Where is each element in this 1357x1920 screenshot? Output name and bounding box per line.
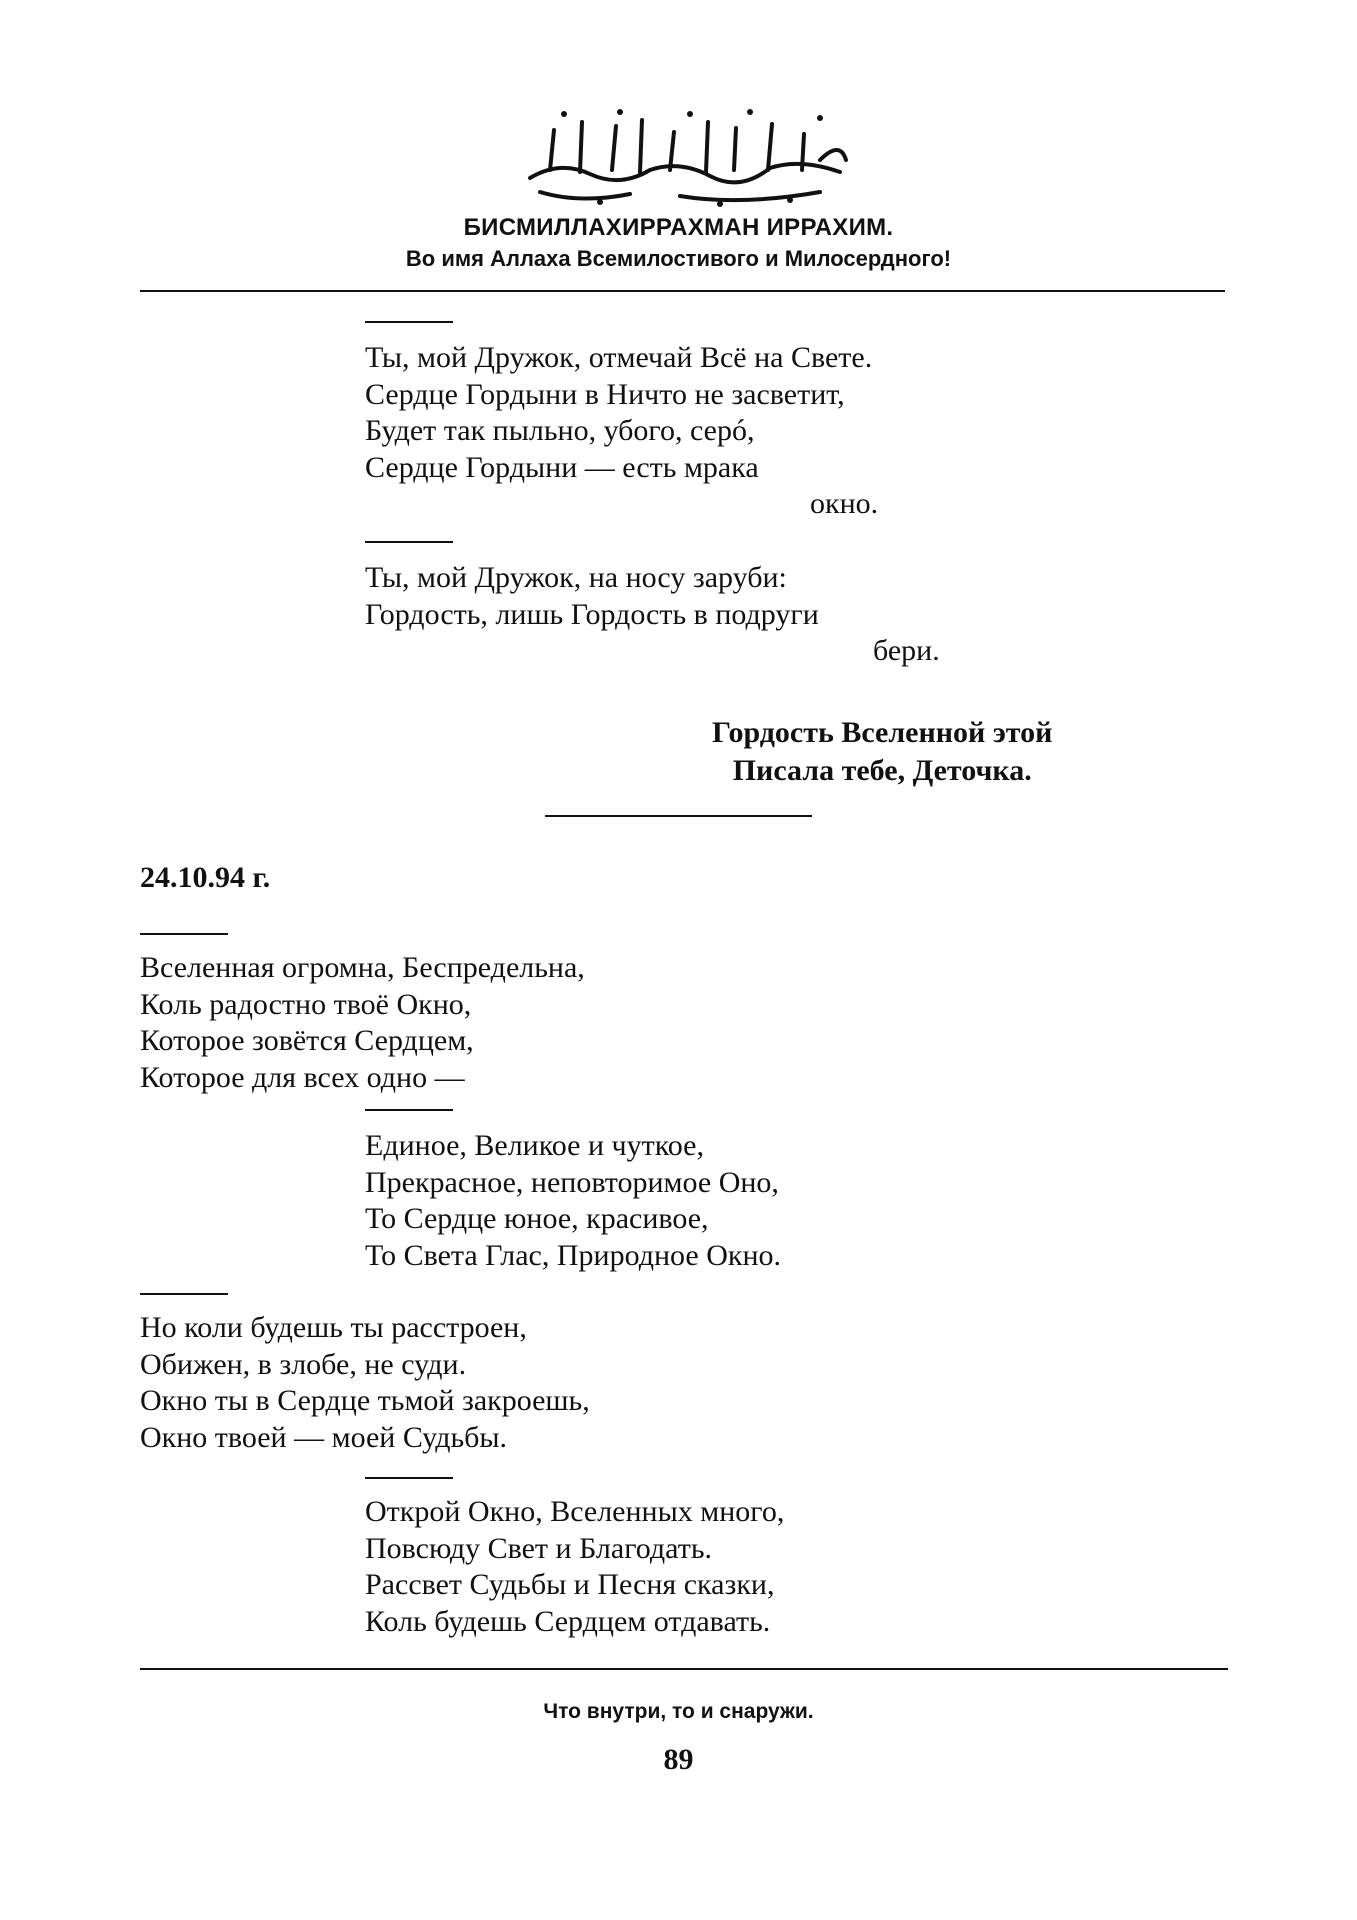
poem-line: Гордость, лишь Гордость в подруги bbox=[365, 597, 819, 631]
calligraphy-drawing bbox=[520, 100, 860, 210]
stanza-dash bbox=[365, 1477, 453, 1479]
poem-line: Прекрасное, неповторимое Оно, bbox=[365, 1165, 779, 1199]
poem-line: Которое для всех одно — bbox=[140, 1060, 465, 1094]
poem-line: Сердце Гордыни в Ничто не засветит, bbox=[365, 377, 845, 411]
header-bismillah-translation: Во имя Аллаха Всемилостивого и Милосердного! bbox=[405, 246, 952, 271]
footer-divider bbox=[140, 1668, 1228, 1670]
poem1-stanza1 bbox=[365, 340, 872, 486]
stanza-dash bbox=[365, 321, 453, 323]
stanza-dash bbox=[140, 933, 228, 935]
section-divider bbox=[545, 815, 812, 817]
poem-line: Будет так пыльно, убого, серó, bbox=[365, 414, 755, 447]
header-divider bbox=[140, 290, 1225, 292]
poem2-stanza4 bbox=[365, 1494, 784, 1640]
footer-motto: Что внутри, то и снаружи. bbox=[543, 1700, 814, 1723]
poem-line: Повсюду Свет и Благодать. bbox=[365, 1531, 713, 1565]
stanza-dash bbox=[365, 541, 453, 543]
poem1-signature bbox=[712, 714, 1052, 790]
poem-line: Открой Окно, Вселенных много, bbox=[365, 1495, 785, 1528]
poem-line: Которое зовётся Сердцем, bbox=[140, 1024, 474, 1057]
stanza-dash bbox=[140, 1293, 228, 1295]
poem-line: Ты, мой Дружок, на носу заруби: bbox=[365, 561, 787, 594]
poem-line: Ты, мой Дружок, отмечай Всё на Свете. bbox=[365, 341, 873, 374]
poem2-stanza2 bbox=[365, 1128, 781, 1274]
poem-line: Но коли будешь ты расстроен, bbox=[140, 1311, 527, 1344]
poem-line: Окно ты в Сердце тьмой закроешь, bbox=[140, 1384, 590, 1417]
signature-line: Писала тебе, Деточка. bbox=[732, 754, 1032, 787]
poem-line: Коль будешь Сердцем отдавать. bbox=[365, 1604, 771, 1638]
poem-line: То Сердце юное, красивое, bbox=[365, 1202, 709, 1235]
poem-line: Единое, Великое и чуткое, bbox=[365, 1129, 704, 1162]
stanza-dash bbox=[365, 1109, 453, 1111]
bismillah-calligraphy bbox=[520, 100, 860, 210]
signature-line: Гордость Вселенной этой bbox=[712, 716, 1053, 749]
header-bismillah-transliteration: БИСМИЛЛАХИРРАХМАН ИРРАХИМ. bbox=[463, 214, 894, 241]
page-number: 89 bbox=[663, 1743, 694, 1776]
poem1-stanza1-wrap: окно. bbox=[810, 487, 879, 520]
poem1-stanza2-wrap: бери. bbox=[873, 634, 940, 667]
poem-line: Вселенная огромна, Беспредельна, bbox=[140, 951, 585, 984]
poem2-stanza3 bbox=[140, 1310, 590, 1456]
poem-line: Обижен, в злобе, не суди. bbox=[140, 1347, 467, 1381]
poem-line: Окно твоей — моей Судьбы. bbox=[140, 1420, 508, 1454]
poem-date: 24.10.94 г. bbox=[140, 861, 271, 894]
poem-line: Коль радостно твоё Окно, bbox=[140, 987, 472, 1021]
poem-line: То Света Глас, Природное Окно. bbox=[365, 1238, 782, 1272]
poem-line: Рассвет Судьбы и Песня сказки, bbox=[365, 1568, 775, 1601]
poem1-stanza2 bbox=[365, 560, 819, 633]
poem2-stanza1 bbox=[140, 950, 585, 1096]
poem-line: Сердце Гордыни — есть мрака bbox=[365, 450, 759, 484]
